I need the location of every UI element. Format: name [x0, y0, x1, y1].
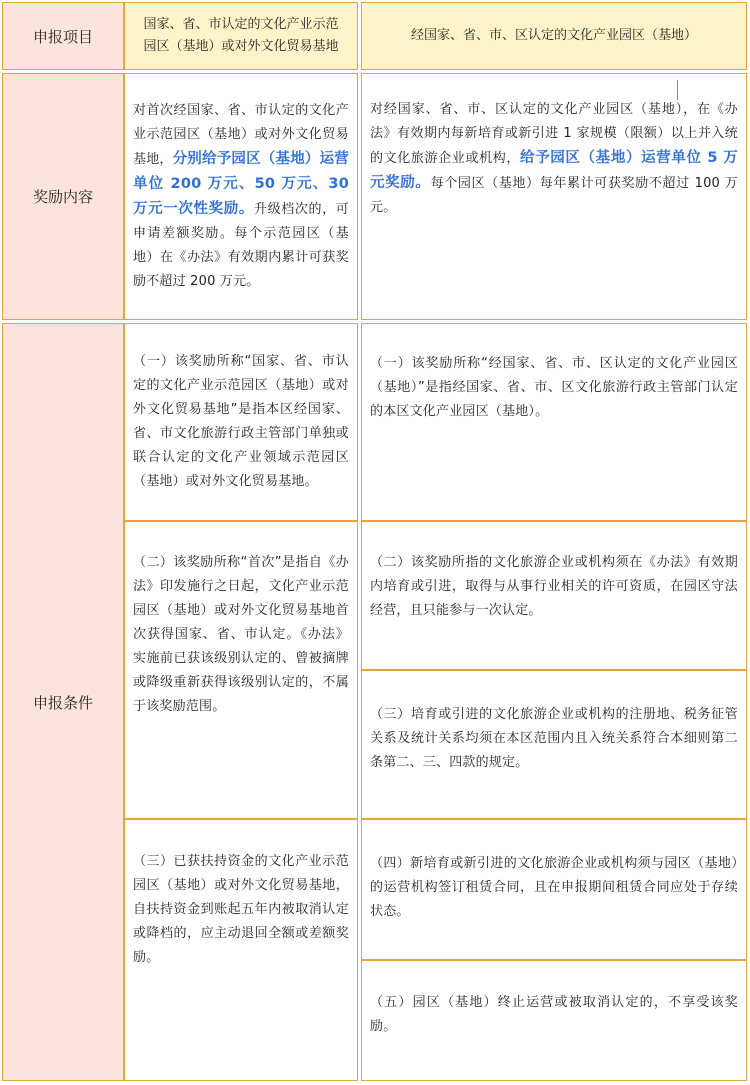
condition-demo-1: [124, 323, 358, 521]
header-demonstration-label: 国家、省、市认定的文化产业示范园区（基地）或对外文化贸易基地: [143, 17, 339, 54]
condition-demo-2: [124, 521, 358, 819]
reward-demonstration-text: [133, 99, 349, 294]
header-project-label: 申报项目: [32, 27, 93, 46]
condition-park-5-text: （五）园区（基地）终止运营或被取消认定的，不享受该奖励。: [370, 995, 738, 1034]
condition-park-1-text: （一）该奖励所称“经国家、省、市、区认定的文化产业园区（基地）”是指经国家、省、市、区文化旅游行政主管部门认定的本区文化产业园区（基地）。: [370, 356, 738, 419]
reward-label-cell: [2, 73, 124, 320]
header-col-project: [2, 2, 124, 70]
text-cursor-icon: [677, 80, 678, 100]
condition-demo-3: [124, 819, 358, 1081]
conditions-label: 申报条件: [32, 693, 93, 712]
condition-demo-3-text: （三）已获扶持资金的文化产业示范园区（基地）或对外文化贸易基地，自扶持资金到账起五年内被取消认定或降档的，应主动退回全额或差额奖励。: [133, 854, 349, 965]
reward-demonstration-pre: 对首次经国家、省、市认定的文化产业示范园区（基地）或对外文化贸易基地，: [133, 103, 349, 167]
condition-park-2-text: （二）该奖励所指的文化旅游企业或机构须在《办法》有效期内培育或引进，取得与从事行业相关的许可资质，在园区守法经营，且只能参与一次认定。: [370, 555, 738, 618]
reward-demonstration-highlight: 分别给予园区（基地）运营单位 200 万元、50 万元、30 万元一次性奖励。: [133, 151, 350, 217]
condition-park-3-text: （三）培育或引进的文化旅游企业或机构的注册地、税务征管关系及统计关系均须在本区范围内且入统关系符合本细则第二条第二、三、四款的规定。: [370, 707, 738, 770]
reward-park-cell: [361, 73, 747, 320]
header-col-park: [361, 2, 747, 70]
reward-park-highlight: 给予园区（基地）运营单位 5 万元奖励。: [370, 150, 738, 191]
reward-demonstration-cell: [124, 73, 358, 320]
condition-park-5: [361, 960, 747, 1081]
reward-park-text: [370, 98, 738, 220]
condition-park-4-text: （四）新培育或新引进的文化旅游企业或机构须与园区（基地）的运营机构签订租赁合同，且在申报期间租赁合同应处于存续状态。: [370, 856, 738, 919]
reward-park-pre: 对经国家、省、市、区认定的文化产业园区（基地），在《办法》有效期内每新培育或新引进 1 家规模（限额）以上并入统的文化旅游企业或机构，: [370, 102, 738, 166]
condition-demo-2-text: （二）该奖励所称“首次”是指自《办法》印发施行之日起，文化产业示范园区（基地）或对外文化贸易基地首次获得国家、省、市认定。《办法》实施前已获该级别认定的、曾被摘牌或降级重新获得该级别认定的，不属于该奖励范围。: [133, 555, 349, 714]
condition-park-3: [361, 670, 747, 819]
header-col-demonstration: [124, 2, 358, 70]
reward-park-post: 每个园区（基地）每年累计可获奖励不超过 100 万元。: [370, 176, 738, 215]
reward-demonstration-post: 升级档次的，可申请差额奖励。每个示范园区（基地）在《办法》有效期内累计可获奖励不超过 200 万元。: [133, 202, 349, 289]
condition-park-2: [361, 521, 747, 670]
header-park-label: 经国家、省、市、区认定的文化产业园区（基地）: [410, 28, 697, 43]
condition-park-4: [361, 819, 747, 960]
condition-demo-1-text: （一）该奖励所称“国家、省、市认定的文化产业示范园区（基地）或对外文化贸易基地”是指本区经国家、省、市文化旅游行政主管部门单独或联合认定的文化产业领域示范园区（基地）或对外文化贸易基地。: [133, 354, 349, 489]
reward-label: 奖励内容: [32, 188, 93, 206]
conditions-label-cell: [2, 323, 124, 1081]
condition-park-1: [361, 323, 747, 521]
